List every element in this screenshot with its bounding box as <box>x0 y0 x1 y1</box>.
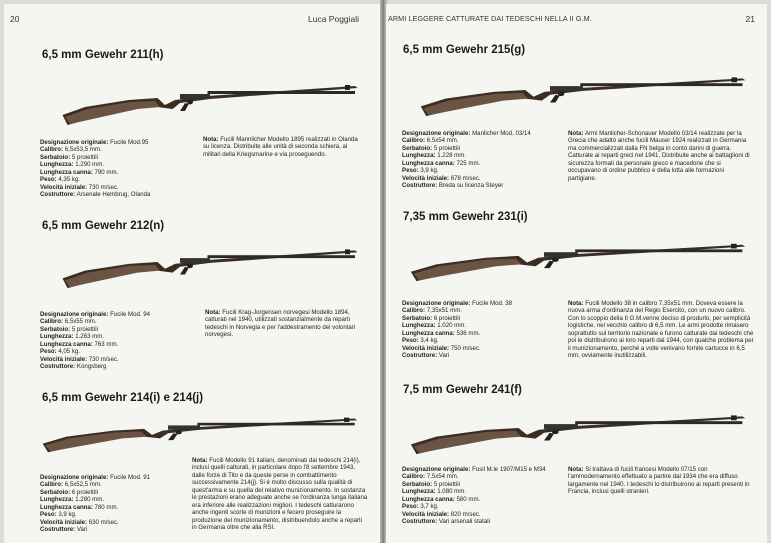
spec-value: 730 m/sec. <box>88 183 119 191</box>
running-title: ARMI LEGGERE CATTURATE DAI TEDESCHI NELLA II G.M. <box>388 14 592 23</box>
spec-costruttore: Costruttore: Vari <box>402 352 450 360</box>
spec-peso: Peso: 3,9 kg. <box>40 511 77 519</box>
spec-value: Fucile Mod. 94 <box>110 311 151 318</box>
spec-value: 790 mm. <box>94 168 119 176</box>
spec-block <box>402 300 512 360</box>
note-text: Fucili Mannlicher Modello 1895 realizzati in Olanda su licenza. Distribuite alle unità di seconda schiera, ai militari della Kriegsmarine e via proseguendo. <box>203 136 358 158</box>
spec-lunghezza: Lunghezza: 1.263 mm. <box>40 333 105 341</box>
spec-value: 725 mm. <box>456 159 481 167</box>
spec-calibro: Calibro: 6,5x53,5 mm. <box>40 146 102 154</box>
spec-designazione: Designazione originale: Fucile Mod. 94 <box>40 311 151 318</box>
spec-costruttore: Costruttore: Arsenale Hembrug, Olanda <box>40 191 151 199</box>
spec-designazione: Designazione originale: Manlicher Mod. 03/14 <box>402 130 531 137</box>
spec-costruttore: Costruttore: Vari arsenali statali <box>402 518 490 526</box>
spec-value: 6 proiettili <box>433 314 460 322</box>
spec-value: 820 m/sec. <box>450 510 481 518</box>
spec-lunghezza: Lunghezza: 1.020 mm. <box>402 322 467 330</box>
spec-value: Kongsberg <box>76 363 107 371</box>
note-block: Nota: Fucili Modello 91 italiani, denominati dai tedeschi 214(i), inclusi quelli catturati, in particolare dopo l'8 settembre 1943, dalle forze di Tito e da queste perse in combattimento successivamente 214(j). Si è molto discusso sulla qualità di quest'arma e su quella del relativo munizionamento. In sostanza le prestazioni erano adeguate anche se l'ordinanza lunga italiana era inferiore alle realizzazioni migliori. I tedeschi catturarono anche ingenti scorte di munizioni e fecero proseguire la produzione del munizionamento, distribuendolo anche a reparti in Germania oltre che alla RSI. <box>192 457 368 532</box>
rifle-title: 7,35 mm Gewehr 231(i) <box>403 211 528 223</box>
spec-value: 3,4 kg. <box>420 337 439 345</box>
spec-value: 6,5x54 mm. <box>426 137 459 145</box>
spec-value: Vari <box>438 352 450 360</box>
spec-designazione: Designazione originale: Fucile Mod. 38 <box>402 300 513 307</box>
spec-lunghezza: Lunghezza: 1.228 mm. <box>402 152 467 160</box>
spec-value: 5 proiettili <box>71 325 98 333</box>
spec-lunghezza: Lunghezza: 1.280 mm. <box>40 496 105 504</box>
spec-serbatoio: Serbatoio: 5 proiettili <box>40 325 98 333</box>
note-text: Fucili Modello 38 in calibro 7,35x51 mm. Doveva essere la nuova arma d'ordinanza del Regio Esercito, con un nuovo calibro. Con lo scoppio della II G.M.venne deciso di produrlo, per semplicità logistiche, nel vecchio calibro di 6,5 mm. Le armi prodotte rimasero soprattutto sul territorio nazionale e furono catturate dai tedeschi che poi le distribuirono ai loro reparti dal 1944, con qualche problema per il munizionamento, perché a volte venivano fornite cartucce in 6,5 mm, ovviamente inutilizzabili. <box>568 300 754 360</box>
spec-designazione: Designazione originale: Fusil M.le 1907/M15 e M34 <box>402 466 546 473</box>
spec-lunghezza-canna: Lunghezza canna: 580 mm. <box>402 495 481 503</box>
spec-block <box>402 130 531 190</box>
spec-value: 6,5x55 mm. <box>64 318 97 326</box>
spec-lunghezza: Lunghezza: 1.080 mm. <box>402 488 467 496</box>
spec-serbatoio: Serbatoio: 5 proiettili <box>402 480 460 488</box>
spec-value: 4,05 kg. <box>58 348 80 356</box>
note-text: Fucili Krag-Jorgensen norvegesi Modello 1894, catturati nel 1940, utilizzati sostanzialmente da reparti tedeschi in Norvegia e per l'addestramento dei volontari norvegesi. <box>205 309 356 339</box>
spec-value: 1.280 mm. <box>75 496 105 504</box>
spec-value: 678 m/sec. <box>450 174 481 182</box>
spec-value: 1.290 mm. <box>75 161 105 169</box>
spec-value: 763 mm. <box>94 340 119 348</box>
note-text: Armi Manlicher-Schonauer Modello 03/14 realizzate per la Grecia che adattò anche fucili Mauser 1924 realizzati in Germania ma commercializzati dalla FN belga in conto danni di guerra. Catturate ai reparti greci nel 1941. Distribuite anche ai battaglioni di sicurezza formati da personale greco e macedone che si occupavano di ordine pubblico e della lotta alle formazioni partigiane. <box>568 130 750 182</box>
spec-calibro: Calibro: 6,5x54 mm. <box>402 137 459 145</box>
spec-peso: Peso: 4,35 kg. <box>40 176 80 184</box>
spec-costruttore: Costruttore: Kongsberg <box>40 363 107 371</box>
spec-peso: Peso: 4,05 kg. <box>40 348 80 356</box>
spec-value: 6 proiettili <box>71 488 98 496</box>
spec-value: 3,9 kg. <box>58 511 77 519</box>
spec-lunghezza-canna: Lunghezza canna: 780 mm. <box>40 503 119 511</box>
spec-value: Vari arsenali statali <box>438 518 490 526</box>
spec-value: Vari <box>76 526 88 534</box>
spec-costruttore: Costruttore: Vari <box>40 526 88 534</box>
spec-value: 1.080 mm. <box>437 488 467 496</box>
spec-block <box>40 474 150 534</box>
spec-value: 1.228 mm. <box>437 152 467 160</box>
spec-value: 6,5x53,5 mm. <box>64 146 102 154</box>
spec-block <box>40 139 150 199</box>
rifle-photo <box>408 227 748 283</box>
spec-velocita: Velocità iniziale: 730 m/sec. <box>40 355 119 363</box>
spec-value: 5 proiettili <box>433 144 460 152</box>
note-block: Nota: Si trattava di fucili francesi Modello 07/15 con l'ammodernamento effettuato a partire dal 1934 che era diffuso largamente nel 1940. I tedeschi lo distribuirono ai reparti presenti in Francia, inclusi quelli stranieri. <box>568 466 750 496</box>
rifle-photo <box>60 67 360 127</box>
spec-value: 5 proiettili <box>71 153 98 161</box>
note-text: Si trattava di fucili francesi Modello 07/15 con l'ammodernamento effettuato a partire dal 1934 che era diffuso largamente nel 1940. I tedeschi lo distribuirono ai reparti presenti in Francia, inclusi quelli stranieri. <box>568 466 750 496</box>
spec-velocita: Velocità iniziale: 730 m/sec. <box>40 183 119 191</box>
spec-peso: Peso: 3,7 kg. <box>402 503 439 511</box>
left-page-number: 20 <box>10 14 20 24</box>
spec-value: 750 m/sec. <box>450 344 481 352</box>
spec-value: 630 m/sec. <box>88 518 119 526</box>
spec-serbatoio: Serbatoio: 6 proiettili <box>40 488 98 496</box>
rifle-photo <box>408 398 748 456</box>
spec-value: 7,35x51 mm. <box>426 307 462 315</box>
spec-velocita: Velocità iniziale: 820 m/sec. <box>402 510 481 518</box>
rifle-title: 6,5 mm Gewehr 211(h) <box>42 49 164 61</box>
right-page-number: 21 <box>745 14 755 24</box>
note-block: Nota: Fucili Mannlicher Modello 1895 realizzati in Olanda su licenza. Distribuite alle unità di seconda schiera, ai militari della Kriegsmarine e via proseguendo. <box>203 136 358 158</box>
spec-calibro: Calibro: 6,5x55 mm. <box>40 318 97 326</box>
author-header: Luca Poggiali <box>308 14 360 24</box>
spec-velocita: Velocità iniziale: 678 m/sec. <box>402 174 481 182</box>
spec-designazione: Designazione originale: Fucile Mod.95 <box>40 139 149 146</box>
spec-calibro: Calibro: 7,5x54 mm. <box>402 473 459 481</box>
spec-value: Arsenale Hembrug, Olanda <box>76 191 151 199</box>
spec-value: Fucile Mod.95 <box>110 139 149 146</box>
spec-value: 780 mm. <box>94 503 119 511</box>
spec-lunghezza-canna: Lunghezza canna: 536 mm. <box>402 329 481 337</box>
spec-value: 6,5x52,5 mm. <box>64 481 102 489</box>
spec-value: 730 m/sec. <box>88 355 119 363</box>
spec-value: Fucile Mod. 91 <box>110 474 151 481</box>
note-text: Fucili Modello 91 italiani, denominati dai tedeschi 214(i), inclusi quelli catturati, in particolare dopo l'8 settembre 1943, dalle forze di Tito e da queste perse in combattimento successivamente 214(j). Si è molto discusso sulla qualità di quest'arma e su quella del relativo munizionamento. In sostanza le prestazioni erano adeguate anche se l'ordinanza lunga italiana era inferiore alle realizzazioni migliori. I tedeschi catturarono anche ingenti scorte di munizioni e fecero proseguire la produzione del munizionamento, distribuendolo anche a reparti in Germania oltre che alla RSI. <box>192 457 368 532</box>
rifle-photo <box>40 402 360 454</box>
spec-value: 580 mm. <box>456 495 481 503</box>
note-block: Nota: Fucili Krag-Jorgensen norvegesi Modello 1894, catturati nel 1940, utilizzati sostanzialmente da reparti tedeschi in Norvegia e per l'addestramento dei volontari norvegesi. <box>205 309 356 339</box>
spec-value: Fusil M.le 1907/M15 e M34 <box>472 466 546 473</box>
rifle-title: 6,5 mm Gewehr 215(g) <box>403 44 526 56</box>
spec-value: Manlicher Mod. 03/14 <box>472 130 531 137</box>
rifle-title: 7,5 mm Gewehr 241(f) <box>403 384 522 396</box>
spec-value: Fucile Mod. 38 <box>472 300 513 307</box>
note-block: Nota: Armi Manlicher-Schonauer Modello 03/14 realizzate per la Grecia che adattò anche fucili Mauser 1924 realizzati in Germania ma commercializzati dalla FN belga in conto danni di guerra. Catturate ai reparti greci nel 1941. Distribuite anche ai battaglioni di sicurezza formati da personale greco e macedone che si occupavano di ordine pubblico e della lotta alle formazioni partigiane. <box>568 130 750 182</box>
spec-value: 7,5x54 mm. <box>426 473 459 481</box>
rifle-title: 6,5 mm Gewehr 214(i) e 214(j) <box>42 392 204 404</box>
rifle-title: 6,5 mm Gewehr 212(n) <box>42 220 165 232</box>
spec-peso: Peso: 3,9 kg. <box>402 167 439 175</box>
spec-value: 536 mm. <box>456 329 481 337</box>
spec-block <box>40 311 150 371</box>
rifle-photo <box>418 60 748 118</box>
spec-velocita: Velocità iniziale: 750 m/sec. <box>402 344 481 352</box>
spec-value: 5 proiettili <box>433 480 460 488</box>
spec-lunghezza-canna: Lunghezza canna: 763 mm. <box>40 340 119 348</box>
spec-costruttore: Costruttore: Breda su licenza Steyer <box>402 182 504 190</box>
spec-lunghezza-canna: Lunghezza canna: 725 mm. <box>402 159 481 167</box>
spec-serbatoio: Serbatoio: 5 proiettili <box>40 153 98 161</box>
spec-serbatoio: Serbatoio: 5 proiettili <box>402 144 460 152</box>
spec-calibro: Calibro: 6,5x52,5 mm. <box>40 481 102 489</box>
rifle-photo <box>60 232 360 290</box>
spec-serbatoio: Serbatoio: 6 proiettili <box>402 314 460 322</box>
spec-value: 1.263 mm. <box>75 333 105 341</box>
spec-value: 1.020 mm. <box>437 322 467 330</box>
spec-value: Breda su licenza Steyer <box>438 182 504 190</box>
note-block: Nota: Fucili Modello 38 in calibro 7,35x51 mm. Doveva essere la nuova arma d'ordinanza del Regio Esercito, con un nuovo calibro. Con lo scoppio della II G.M.venne deciso di produrlo, per semplicità logistiche, nel vecchio calibro di 6,5 mm. Le armi prodotte rimasero soprattutto sul territorio nazionale e furono catturate dai tedeschi che poi le distribuirono ai loro reparti dal 1944, con qualche problema per il munizionamento, perché a volte venivano fornite cartucce in 6,5 mm, ovviamente inutilizzabili. <box>568 300 754 360</box>
spec-peso: Peso: 3,4 kg. <box>402 337 439 345</box>
spec-designazione: Designazione originale: Fucile Mod. 91 <box>40 474 151 481</box>
spec-value: 3,9 kg. <box>420 167 439 175</box>
spec-lunghezza: Lunghezza: 1.290 mm. <box>40 161 105 169</box>
spec-value: 4,35 kg. <box>58 176 80 184</box>
spec-lunghezza-canna: Lunghezza canna: 790 mm. <box>40 168 119 176</box>
spec-block <box>402 466 546 526</box>
spec-velocita: Velocità iniziale: 630 m/sec. <box>40 518 119 526</box>
spec-value: 3,7 kg. <box>420 503 439 511</box>
spec-calibro: Calibro: 7,35x51 mm. <box>402 307 462 315</box>
